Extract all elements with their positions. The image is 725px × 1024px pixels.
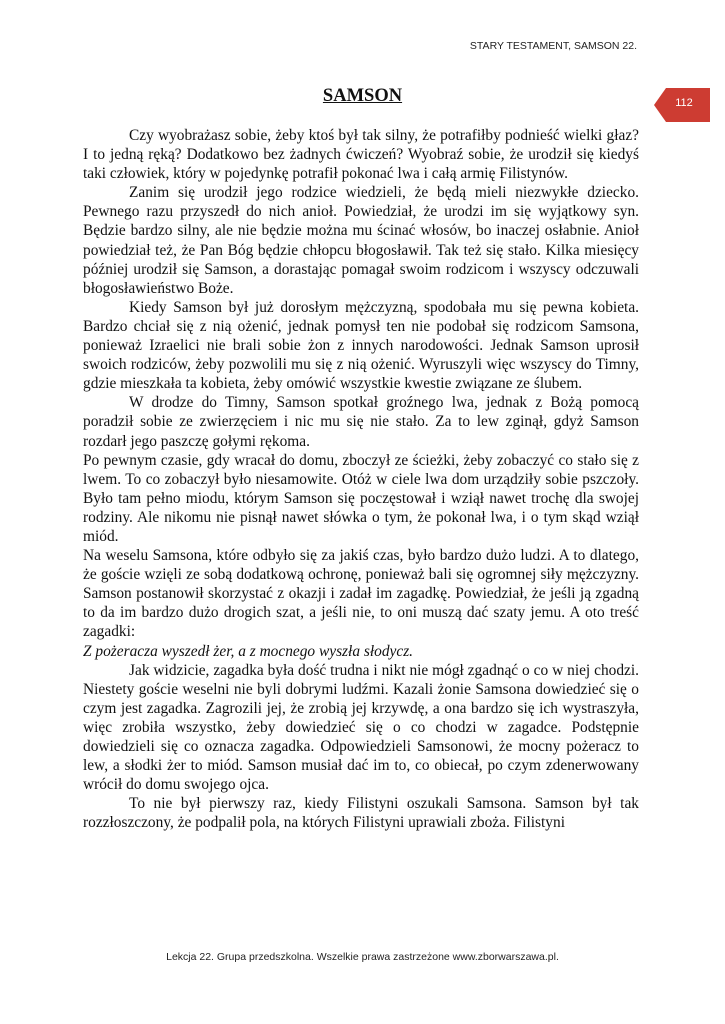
page-footer: Lekcja 22. Grupa przedszkolna. Wszelkie prawa zastrzeżone www.zborwarszawa.pl. (166, 951, 559, 963)
page-number: 112 (675, 97, 693, 109)
paragraph-honey: Po pewnym czasie, gdy wracał do domu, zboczył ze ścieżki, żeby zobaczyć co stało się z lwem. To co zobaczył było niesamowite. Otóż w ciele lwa dom urządziły sobie pszczoły. Było tam pełno miodu, którym Samson się poczęstował i wziął nawet trochę dla swojej rodziny. Ale nikomu nie pisnął nawet słówka o tym, że pokonał lwa, i o tym skąd wziął miód. (83, 451, 639, 545)
story-body (83, 126, 639, 832)
paragraph-marriage: Kiedy Samson był już dorosłym mężczyzną, spodobała mu się pewna kobieta. Bardzo chciał się z nią ożenić, jednak pomysł ten nie podobał się rodzicom Samsona, ponieważ Izraelici nie brali sobie żon z innych narodowości. Jednak Samson uprosił swoich rodziców, żeby pozwolili mu się z nią ożenić. Wyruszyli więc wszyscy do Timny, gdzie mieszkała ta kobieta, żeby omówić wszystkie kwestie związane ze ślubem. (83, 298, 639, 393)
paragraph-fields: To nie był pierwszy raz, kiedy Filistyni oszukali Samsona. Samson był tak rozzłoszczony, że podpalił pola, na których Filistyni uprawiali zboża. Filistyni (83, 795, 639, 832)
running-header: STARY TESTAMENT, SAMSON 22. (469, 40, 637, 52)
paragraph-lion: W drodze do Timny, Samson spotkał groźnego lwa, jednak z Bożą pomocą poradził sobie ze zwierzęciem i nic mu się nie stało. Za to lew zginął, gdyż Samson rozdarł jego paszczę gołymi rękoma. (83, 394, 639, 450)
paragraph-birth: Zanim się urodził jego rodzice wiedzieli, że będą mieli niezwykłe dziecko. Pewnego razu przyszedł do nich anioł. Powiedział, że urodzi im się wyjątkowy syn. Będzie bardzo silny, ale nie będzie można mu ścinać włosów, bo inaczej osłabnie. Anioł powiedział też, że Pan Bóg będzie chłopcu błogosławił. Tak też się stało. Kilka miesięcy później urodził się Samson, a dorastając pomagał swoim rodzicom i wszyscy odczuwali błogosławieństwo Boże. (83, 184, 639, 297)
riddle-text: Z pożeracza wyszedł żer, a z mocnego wyszła słodycz. (83, 642, 414, 660)
paragraph-wedding: Na weselu Samsona, które odbyło się za jakiś czas, było bardzo dużo ludzi. A to dlatego, że goście wzięli ze sobą dodatkową ochronę, ponieważ bali się ogromnej siły mężczyzny. Samson postanowił skorzystać z okazji i zadał im zagadkę. Powiedział, że jeśli ją zgadną to da im bardzo dużo drogich szat, a jeśli nie, to oni muszą dać szaty jemu. A oto treść zagadki: (83, 547, 639, 641)
paragraph-riddle-solved: Jak widzicie, zagadka była dość trudna i nikt nie mógł zgadnąć o co w niej chodzi. Niestety goście weselni nie byli dobrymi ludźmi. Kazali żonie Samsona dowiedzieć się o czym jest zagadka. Zagrozili jej, że zrobią jej krzywdę, a ona bardzo się ich wystraszyła, więc zrobiła wszystko, żeby dowiedzieć się o co chodzi w zagadce. Podstępnie dowiedzieli się co oznacza zagadka. Odpowiedzieli Samsonowi, że mocny pożeracz to lew, a słodki żer to miód. Samson musiał dać im to, co obiecał, po czym zdenerwowany wrócił do domu swojego ojca. (83, 661, 639, 794)
page-title: SAMSON (322, 86, 403, 106)
paragraph-intro: Czy wyobrażasz sobie, żeby ktoś był tak silny, że potrafiłby podnieść wielki głaz? I to jedną ręką? Dodatkowo bez żadnych ćwiczeń? Wyobraź sobie, że urodził się kiedyś taki człowiek, który w pojedynkę potrafił pokonać lwa i całą armię Filistynów. (83, 127, 639, 183)
